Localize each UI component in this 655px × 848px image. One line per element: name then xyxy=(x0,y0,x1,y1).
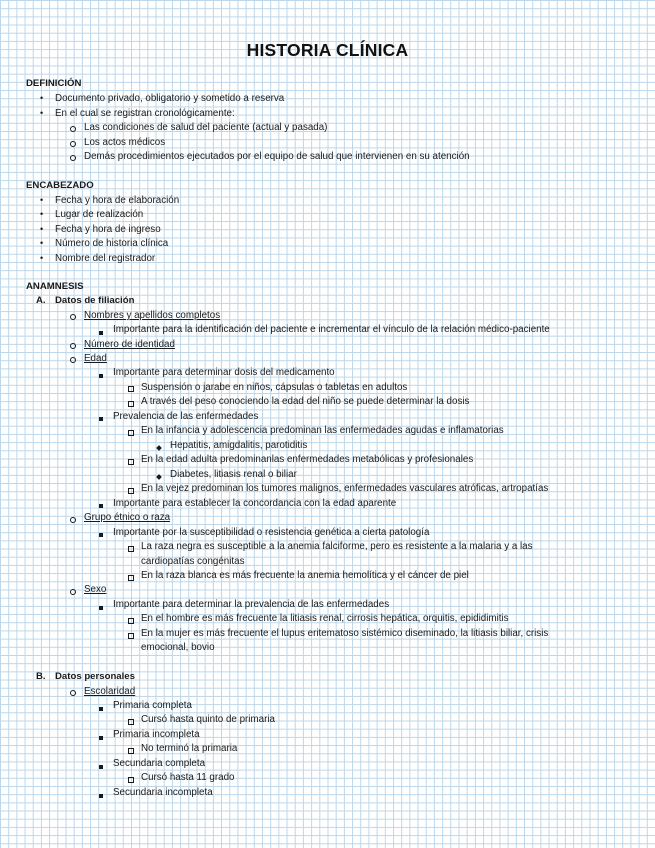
list-item: Suspensión o jarabe en niños, cápsulas o tabletas en adultos xyxy=(141,382,408,393)
bullet-square-icon xyxy=(99,789,103,801)
list-item: Número de historia clínica xyxy=(55,238,169,249)
list-item: Nombre del registrador xyxy=(55,253,156,264)
list-item: Primaria completa xyxy=(113,700,192,711)
bullet-square-icon xyxy=(99,760,103,772)
bullet-open-square-icon xyxy=(128,485,134,497)
bullet-square-icon xyxy=(99,412,103,424)
bullet-open-square-icon xyxy=(128,383,134,395)
bullet-circle-icon xyxy=(70,138,76,150)
list-item: Fecha y hora de elaboración xyxy=(55,195,180,206)
list-item: En la raza blanca es más frecuente la anemia hemolítica y el cáncer de piel xyxy=(141,570,469,581)
subsection-title: Datos personales xyxy=(55,671,135,682)
topic-title: Número de identidad xyxy=(84,339,175,350)
list-item: Cursó hasta quinto de primaria xyxy=(141,714,275,725)
list-letter: A. xyxy=(36,295,46,306)
bullet-circle-icon xyxy=(70,687,76,699)
subsection-title: Datos de filiación xyxy=(55,295,135,306)
list-item: Secundaria incompleta xyxy=(113,787,213,798)
topic-title: Grupo étnico o raza xyxy=(84,512,171,523)
bullet-circle-icon xyxy=(70,311,76,323)
bullet-disc-icon: • xyxy=(40,195,44,205)
bullet-open-square-icon xyxy=(128,398,134,410)
bullet-square-icon xyxy=(99,601,103,613)
list-item: Las condiciones de salud del paciente (actual y pasada) xyxy=(84,122,328,133)
bullet-diamond-icon xyxy=(157,470,161,482)
list-item: En el cual se registran cronológicamente: xyxy=(55,108,235,119)
bullet-disc-icon: • xyxy=(40,238,44,248)
list-item: Importante para la identificación del paciente e incrementar el vínculo de la relación médico-paciente xyxy=(113,324,550,335)
list-item: En la infancia y adolescencia predominan las enfermedades agudas e inflamatorias xyxy=(141,425,504,436)
bullet-open-square-icon xyxy=(128,427,134,439)
list-item: No terminó la primaria xyxy=(141,743,238,754)
bullet-circle-icon xyxy=(70,514,76,526)
section-heading-definicion: DEFINICIÓN xyxy=(26,78,82,89)
bullet-square-icon xyxy=(99,702,103,714)
list-item: Demás procedimientos ejecutados por el equipo de salud que intervienen en su atención xyxy=(84,151,470,162)
bullet-circle-icon xyxy=(70,354,76,366)
bullet-disc-icon: • xyxy=(40,224,44,234)
bullet-square-icon xyxy=(99,528,103,540)
list-item: Lugar de realización xyxy=(55,209,144,220)
bullet-disc-icon: • xyxy=(40,93,44,103)
bullet-square-icon xyxy=(99,731,103,743)
bullet-open-square-icon xyxy=(128,572,134,584)
list-item: Secundaria completa xyxy=(113,758,206,769)
bullet-circle-icon xyxy=(70,586,76,598)
list-item: Primaria incompleta xyxy=(113,729,200,740)
bullet-circle-icon xyxy=(70,340,76,352)
list-item: A través del peso conociendo la edad del niño se puede determinar la dosis xyxy=(141,396,470,407)
bullet-disc-icon: • xyxy=(40,108,44,118)
list-item: En el hombre es más frecuente la litiasis renal, cirrosis hepática, orquitis, epididimitis xyxy=(141,613,509,624)
topic-title: Nombres y apellidos completos xyxy=(84,310,221,321)
list-item: Importante para establecer la concordancia con la edad aparente xyxy=(113,498,397,509)
bullet-disc-icon: • xyxy=(40,253,44,263)
bullet-open-square-icon xyxy=(128,456,134,468)
list-item: En la mujer es más frecuente el lupus eritematoso sistémico diseminado, la litiasis biliar, crisis xyxy=(141,628,549,639)
bullet-square-icon xyxy=(99,326,103,338)
bullet-square-icon xyxy=(99,499,103,511)
bullet-open-square-icon xyxy=(128,745,134,757)
bullet-open-square-icon xyxy=(128,543,134,555)
bullet-open-square-icon xyxy=(128,716,134,728)
bullet-open-square-icon xyxy=(128,774,134,786)
list-item: Fecha y hora de ingreso xyxy=(55,224,161,235)
list-item: Los actos médicos xyxy=(84,137,166,148)
section-heading-encabezado: ENCABEZADO xyxy=(26,180,94,191)
bullet-circle-icon xyxy=(70,152,76,164)
list-item: Documento privado, obligatorio y sometido a reserva xyxy=(55,93,285,104)
bullet-open-square-icon xyxy=(128,615,134,627)
topic-title: Edad xyxy=(84,353,107,364)
list-item: En la vejez predominan los tumores malignos, enfermedades vasculares atróficas, artropatías xyxy=(141,483,549,494)
bullet-open-square-icon xyxy=(128,630,134,642)
list-item: Hepatitis, amigdalitis, parotiditis xyxy=(170,440,308,451)
list-item: Prevalencia de las enfermedades xyxy=(113,411,259,422)
list-item: La raza negra es susceptible a la anemia falciforme, pero es resistente a la malaria y a las xyxy=(141,541,533,552)
list-item: En la edad adulta predominanlas enfermedades metabólicas y profesionales xyxy=(141,454,474,465)
list-item: Importante para determinar dosis del medicamento xyxy=(113,367,335,378)
bullet-diamond-icon xyxy=(157,441,161,453)
bullet-circle-icon xyxy=(70,123,76,135)
list-item: Cursó hasta 11 grado xyxy=(141,772,235,783)
list-item: Importante por la susceptibilidad o resistencia genética a cierta patología xyxy=(113,527,430,538)
list-item-continuation: cardiopatías congénitas xyxy=(141,556,245,567)
section-heading-anamnesis: ANAMNESIS xyxy=(26,281,84,292)
bullet-disc-icon: • xyxy=(40,209,44,219)
list-item: Importante para determinar la prevalencia de las enfermedades xyxy=(113,599,390,610)
page-title: HISTORIA CLÍNICA xyxy=(246,40,409,60)
list-item-continuation: emocional, bovio xyxy=(141,642,215,653)
bullet-square-icon xyxy=(99,369,103,381)
list-item: Diabetes, litiasis renal o biliar xyxy=(170,469,297,480)
list-letter: B. xyxy=(36,671,46,682)
topic-title: Sexo xyxy=(84,584,107,595)
topic-title: Escolaridad xyxy=(84,686,136,697)
